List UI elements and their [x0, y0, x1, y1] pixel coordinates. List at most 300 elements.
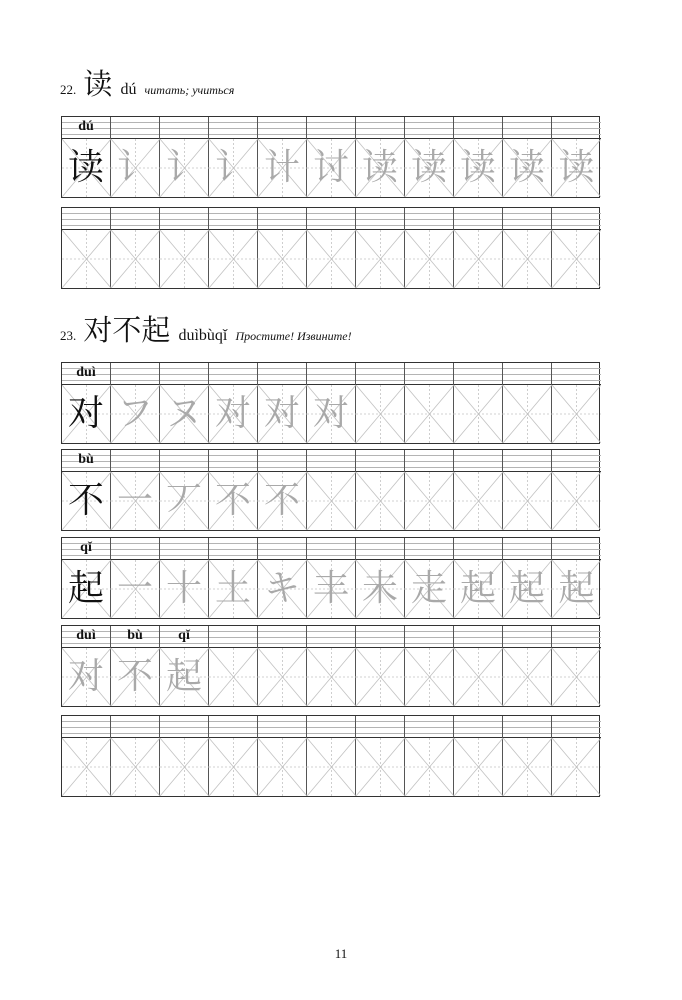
grid-cell[interactable] [454, 538, 503, 618]
pinyin-box [454, 716, 502, 738]
pinyin-guide-line [111, 455, 159, 456]
pinyin-box [209, 208, 257, 230]
pinyin-box [356, 208, 404, 230]
pinyin-box [552, 117, 601, 139]
grid-cell[interactable] [209, 363, 258, 443]
trace-character [111, 230, 159, 288]
pinyin-guide-line [503, 368, 551, 369]
trace-character [62, 230, 110, 288]
pinyin-guide-line [258, 134, 306, 135]
pinyin-guide-line [258, 225, 306, 226]
item-number: 22. [60, 82, 77, 97]
character-box [62, 560, 110, 618]
model-character: 对 [67, 393, 104, 434]
pinyin-guide-line [552, 721, 601, 722]
pinyin-box [258, 450, 306, 472]
trace-character: 丆 [165, 480, 202, 521]
grid-cell[interactable] [258, 363, 307, 443]
pinyin-guide-line [160, 374, 208, 375]
grid-cell[interactable] [307, 117, 356, 197]
trace-character [356, 230, 404, 288]
grid-cell[interactable] [503, 626, 552, 706]
trace-character [405, 648, 453, 706]
pinyin-guide-line [160, 134, 208, 135]
pinyin-guide-line [62, 225, 110, 226]
character-box [258, 738, 306, 796]
grid-cell[interactable] [111, 538, 160, 618]
trace-character: 讠 [165, 147, 202, 188]
practice-grid [61, 449, 600, 531]
pinyin-guide-line [258, 643, 306, 644]
character-box [258, 560, 306, 618]
pinyin-box [405, 117, 453, 139]
item-hanzi: 对不起 [83, 313, 171, 347]
character-box [209, 472, 257, 530]
pinyin-guide-line [307, 368, 355, 369]
pinyin-guide-line [454, 637, 502, 638]
item-number: 23. [60, 328, 77, 343]
pinyin-box [258, 117, 306, 139]
grid-cell[interactable] [356, 117, 405, 197]
grid-cell[interactable] [356, 538, 405, 618]
grid-cell[interactable] [62, 626, 111, 706]
pinyin-guide-line [111, 467, 159, 468]
pinyin-guide-line [111, 128, 159, 129]
trace-character: 十 [165, 568, 202, 609]
pinyin-guide-line [356, 733, 404, 734]
trace-character: ヌ [165, 393, 202, 434]
character-box [258, 230, 306, 288]
trace-character [307, 648, 355, 706]
pinyin-guide-line [356, 643, 404, 644]
character-box [160, 648, 208, 706]
pinyin-guide-line [356, 374, 404, 375]
grid-cell[interactable] [258, 626, 307, 706]
grid-cell[interactable] [454, 208, 503, 288]
grid-cell[interactable] [356, 363, 405, 443]
pinyin-guide-line [405, 727, 453, 728]
pinyin-box [160, 450, 208, 472]
pinyin-box [307, 117, 355, 139]
pinyin-guide-line [160, 461, 208, 462]
pinyin-guide-line [454, 461, 502, 462]
practice-grid [61, 625, 600, 707]
trace-character [552, 738, 601, 796]
grid-cell[interactable] [209, 450, 258, 530]
item-translation: Простите! Извините! [235, 329, 352, 343]
grid-cell[interactable] [552, 450, 601, 530]
grid-cell[interactable] [356, 208, 405, 288]
character-box [258, 385, 306, 443]
trace-character [503, 385, 551, 443]
pinyin-box [258, 208, 306, 230]
pinyin-guide-line [258, 374, 306, 375]
pinyin-guide-line [552, 733, 601, 734]
grid-cell[interactable] [209, 716, 258, 796]
trace-character: 不 [116, 656, 153, 697]
trace-character [160, 738, 208, 796]
pinyin-guide-line [405, 455, 453, 456]
pinyin-guide-line [307, 219, 355, 220]
character-box [454, 472, 502, 530]
pinyin-label: duì [76, 628, 96, 643]
character-box [405, 385, 453, 443]
grid-cell[interactable] [405, 626, 454, 706]
character-box [307, 560, 355, 618]
grid-cell[interactable] [111, 450, 160, 530]
grid-cell[interactable] [552, 626, 601, 706]
pinyin-guide-line [356, 219, 404, 220]
grid-cell[interactable] [111, 716, 160, 796]
pinyin-guide-line [454, 721, 502, 722]
item-hanzi: 读 [83, 67, 113, 101]
pinyin-box [503, 538, 551, 560]
pinyin-guide-line [258, 467, 306, 468]
pinyin-box [111, 117, 159, 139]
grid-cell[interactable] [307, 208, 356, 288]
grid-cell[interactable] [62, 208, 111, 288]
character-box [552, 648, 601, 706]
trace-character: 丰 [312, 568, 349, 609]
grid-cell[interactable] [405, 208, 454, 288]
pinyin-guide-line [405, 368, 453, 369]
model-character: 读 [67, 147, 104, 188]
grid-cell[interactable] [209, 538, 258, 618]
character-box [160, 139, 208, 197]
pinyin-box [160, 626, 208, 648]
grid-cell[interactable] [258, 538, 307, 618]
grid-cell[interactable] [454, 450, 503, 530]
pinyin-guide-line [209, 543, 257, 544]
trace-character [209, 648, 257, 706]
pinyin-guide-line [307, 721, 355, 722]
grid-cell[interactable] [454, 363, 503, 443]
pinyin-box [405, 208, 453, 230]
pinyin-guide-line [552, 549, 601, 550]
grid-cell[interactable] [62, 363, 111, 443]
trace-character: 不 [214, 480, 251, 521]
grid-cell[interactable] [405, 538, 454, 618]
trace-character [307, 738, 355, 796]
pinyin-guide-line [62, 219, 110, 220]
pinyin-guide-line [307, 122, 355, 123]
grid-cell[interactable] [209, 626, 258, 706]
pinyin-guide-line [307, 374, 355, 375]
pinyin-box [454, 538, 502, 560]
pinyin-guide-line [111, 461, 159, 462]
grid-cell[interactable] [160, 208, 209, 288]
pinyin-guide-line [503, 467, 551, 468]
pinyin-guide-line [160, 455, 208, 456]
pinyin-box [209, 363, 257, 385]
grid-cell[interactable] [111, 363, 160, 443]
trace-character [405, 385, 453, 443]
grid-cell[interactable] [356, 450, 405, 530]
pinyin-guide-line [258, 637, 306, 638]
pinyin-guide-line [503, 555, 551, 556]
character-box [160, 560, 208, 618]
grid-cell[interactable] [405, 716, 454, 796]
grid-cell[interactable] [552, 117, 601, 197]
trace-character [454, 472, 502, 530]
grid-cell[interactable] [62, 450, 111, 530]
grid-cell[interactable] [503, 716, 552, 796]
pinyin-guide-line [258, 128, 306, 129]
trace-character [552, 472, 601, 530]
grid-cell[interactable] [503, 538, 552, 618]
trace-character [160, 230, 208, 288]
trace-character: 起 [558, 568, 595, 609]
pinyin-guide-line [552, 134, 601, 135]
trace-character: キ [263, 568, 300, 609]
pinyin-guide-line [552, 368, 601, 369]
pinyin-guide-line [209, 733, 257, 734]
pinyin-guide-line [454, 643, 502, 644]
grid-cell[interactable] [160, 538, 209, 618]
pinyin-box [307, 208, 355, 230]
pinyin-guide-line [405, 643, 453, 644]
trace-character: 未 [361, 568, 398, 609]
pinyin-box [307, 716, 355, 738]
pinyin-box [405, 626, 453, 648]
pinyin-guide-line [503, 455, 551, 456]
pinyin-guide-line [405, 225, 453, 226]
pinyin-guide-line [503, 727, 551, 728]
pinyin-guide-line [356, 721, 404, 722]
pinyin-guide-line [405, 219, 453, 220]
pinyin-guide-line [356, 461, 404, 462]
pinyin-guide-line [454, 555, 502, 556]
practice-grid [61, 362, 600, 444]
trace-character [454, 738, 502, 796]
grid-cell[interactable] [405, 450, 454, 530]
trace-character [258, 230, 306, 288]
pinyin-guide-line [111, 555, 159, 556]
character-box [111, 139, 159, 197]
trace-character [454, 230, 502, 288]
character-box [111, 472, 159, 530]
character-box [454, 560, 502, 618]
character-box [62, 230, 110, 288]
pinyin-guide-line [503, 733, 551, 734]
pinyin-guide-line [62, 721, 110, 722]
pinyin-guide-line [111, 380, 159, 381]
pinyin-guide-line [160, 219, 208, 220]
character-box [356, 385, 404, 443]
trace-character: 一 [116, 568, 153, 609]
grid-cell[interactable] [258, 450, 307, 530]
pinyin-guide-line [209, 368, 257, 369]
trace-character [552, 648, 601, 706]
pinyin-guide-line [209, 637, 257, 638]
grid-cell[interactable] [160, 117, 209, 197]
grid-cell[interactable] [209, 208, 258, 288]
character-box [552, 139, 601, 197]
pinyin-guide-line [454, 733, 502, 734]
grid-cell[interactable] [160, 450, 209, 530]
pinyin-guide-line [405, 721, 453, 722]
grid-cell[interactable] [160, 363, 209, 443]
pinyin-guide-line [160, 122, 208, 123]
trace-character [356, 648, 404, 706]
character-box [111, 385, 159, 443]
pinyin-guide-line [258, 461, 306, 462]
character-box [209, 139, 257, 197]
grid-cell[interactable] [258, 117, 307, 197]
pinyin-box [209, 450, 257, 472]
pinyin-guide-line [356, 727, 404, 728]
pinyin-guide-line [552, 555, 601, 556]
pinyin-guide-line [111, 733, 159, 734]
character-box [454, 738, 502, 796]
trace-character: 读 [459, 147, 496, 188]
character-box [503, 738, 551, 796]
grid-cell[interactable] [454, 716, 503, 796]
pinyin-box [454, 208, 502, 230]
grid-cell[interactable] [454, 117, 503, 197]
grid-cell[interactable] [552, 538, 601, 618]
pinyin-guide-line [356, 467, 404, 468]
pinyin-guide-line [454, 122, 502, 123]
pinyin-guide-line [552, 631, 601, 632]
character-box [307, 472, 355, 530]
grid-cell[interactable] [62, 538, 111, 618]
pinyin-guide-line [111, 543, 159, 544]
grid-cell[interactable] [111, 208, 160, 288]
pinyin-box [62, 716, 110, 738]
trace-character [258, 648, 306, 706]
grid-cell[interactable] [552, 716, 601, 796]
character-box [356, 139, 404, 197]
grid-cell[interactable] [552, 208, 601, 288]
character-box [62, 648, 110, 706]
grid-cell[interactable] [356, 626, 405, 706]
pinyin-guide-line [454, 455, 502, 456]
grid-cell[interactable] [307, 626, 356, 706]
pinyin-box [356, 117, 404, 139]
grid-cell[interactable] [405, 117, 454, 197]
character-box [356, 230, 404, 288]
pinyin-guide-line [258, 727, 306, 728]
pinyin-box [111, 208, 159, 230]
character-box [552, 560, 601, 618]
pinyin-guide-line [454, 368, 502, 369]
character-box [209, 648, 257, 706]
pinyin-box [111, 626, 159, 648]
pinyin-box [160, 538, 208, 560]
grid-cell[interactable] [160, 626, 209, 706]
trace-character: 讨 [312, 147, 349, 188]
trace-character: 走 [410, 568, 447, 609]
pinyin-guide-line [209, 225, 257, 226]
grid-cell[interactable] [503, 363, 552, 443]
pinyin-box [503, 716, 551, 738]
grid-cell[interactable] [111, 626, 160, 706]
pinyin-guide-line [503, 380, 551, 381]
pinyin-box [552, 450, 601, 472]
pinyin-guide-line [503, 543, 551, 544]
practice-grid [61, 207, 600, 289]
grid-cell[interactable] [62, 716, 111, 796]
grid-cell[interactable] [307, 363, 356, 443]
grid-cell[interactable] [503, 450, 552, 530]
item-pinyin: duìbùqǐ [178, 327, 228, 344]
character-box [307, 648, 355, 706]
pinyin-guide-line [258, 213, 306, 214]
trace-character [503, 648, 551, 706]
pinyin-guide-line [503, 213, 551, 214]
pinyin-label: dú [78, 119, 94, 134]
pinyin-box [209, 716, 257, 738]
pinyin-box [209, 538, 257, 560]
pinyin-box [258, 363, 306, 385]
grid-cell[interactable] [503, 208, 552, 288]
pinyin-guide-line [307, 733, 355, 734]
pinyin-guide-line [503, 122, 551, 123]
grid-cell[interactable] [307, 450, 356, 530]
grid-cell[interactable] [454, 626, 503, 706]
grid-cell[interactable] [258, 208, 307, 288]
grid-cell[interactable] [356, 716, 405, 796]
trace-character [356, 738, 404, 796]
pinyin-guide-line [307, 134, 355, 135]
grid-cell[interactable] [405, 363, 454, 443]
pinyin-box [209, 626, 257, 648]
pinyin-guide-line [356, 213, 404, 214]
pinyin-guide-line [454, 134, 502, 135]
pinyin-guide-line [111, 134, 159, 135]
trace-character [454, 648, 502, 706]
grid-cell[interactable] [62, 117, 111, 197]
pinyin-guide-line [503, 134, 551, 135]
pinyin-box [454, 363, 502, 385]
pinyin-guide-line [160, 549, 208, 550]
grid-cell[interactable] [160, 716, 209, 796]
trace-character [503, 472, 551, 530]
grid-cell[interactable] [307, 716, 356, 796]
pinyin-box [552, 208, 601, 230]
pinyin-box [503, 208, 551, 230]
character-box [62, 472, 110, 530]
trace-character: 讠 [214, 147, 251, 188]
pinyin-guide-line [209, 631, 257, 632]
pinyin-box [454, 626, 502, 648]
pinyin-box [160, 716, 208, 738]
grid-cell[interactable] [503, 117, 552, 197]
pinyin-guide-line [307, 380, 355, 381]
pinyin-guide-line [111, 374, 159, 375]
pinyin-guide-line [111, 721, 159, 722]
character-box [209, 385, 257, 443]
grid-cell[interactable] [209, 117, 258, 197]
pinyin-box [405, 450, 453, 472]
pinyin-label: bù [127, 628, 143, 643]
pinyin-guide-line [552, 122, 601, 123]
pinyin-box [111, 716, 159, 738]
pinyin-guide-line [552, 637, 601, 638]
pinyin-guide-line [356, 543, 404, 544]
trace-character: 起 [459, 568, 496, 609]
pinyin-guide-line [209, 643, 257, 644]
pinyin-guide-line [307, 637, 355, 638]
character-box [62, 139, 110, 197]
grid-cell[interactable] [111, 117, 160, 197]
item-pinyin: dú [120, 81, 137, 98]
grid-cell[interactable] [552, 363, 601, 443]
grid-cell[interactable] [258, 716, 307, 796]
pinyin-guide-line [307, 643, 355, 644]
grid-cell[interactable] [307, 538, 356, 618]
